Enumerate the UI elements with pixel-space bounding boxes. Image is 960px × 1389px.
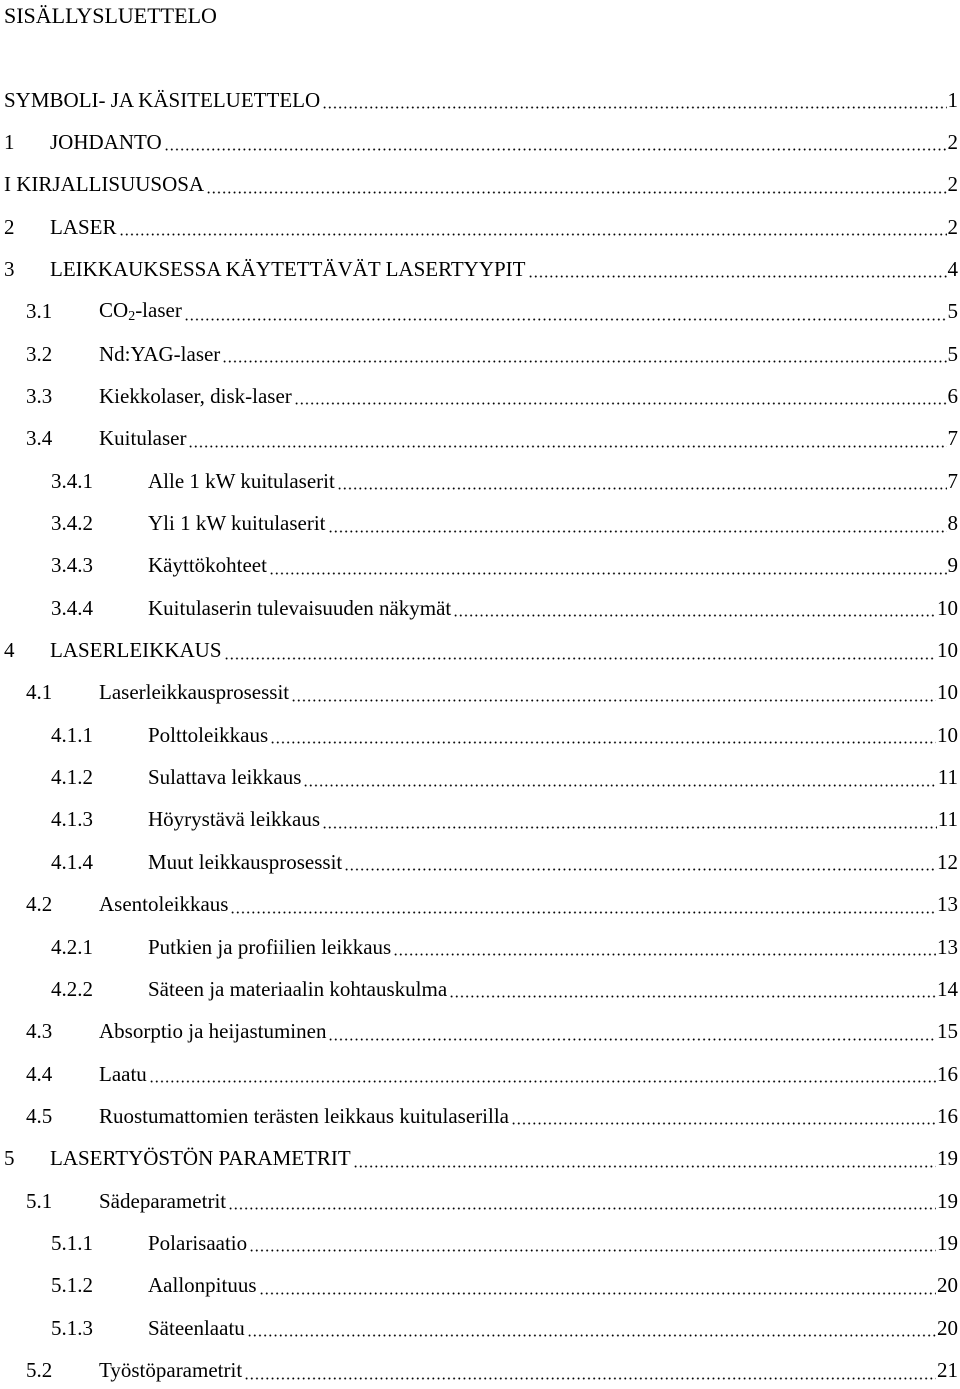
toc-entry[interactable] bbox=[4, 1312, 958, 1344]
toc-entry[interactable] bbox=[4, 931, 958, 963]
toc-page-number: 9 bbox=[947, 553, 958, 578]
toc-entry[interactable] bbox=[4, 635, 958, 667]
toc-dot-leader bbox=[344, 846, 936, 878]
toc-entry[interactable] bbox=[4, 465, 958, 497]
toc-entry[interactable] bbox=[4, 380, 958, 412]
toc-entry-number: 5 bbox=[4, 1146, 15, 1171]
toc-entry[interactable] bbox=[4, 1227, 958, 1259]
toc-dot-leader bbox=[247, 1312, 936, 1344]
toc-entry[interactable] bbox=[4, 1058, 958, 1090]
page-title: SISÄLLYSLUETTELO bbox=[4, 3, 217, 28]
toc-entry-title: Kuitulaser bbox=[99, 426, 187, 451]
toc-entry[interactable] bbox=[4, 719, 958, 751]
toc-page-number: 10 bbox=[937, 680, 958, 705]
toc-page-number: 6 bbox=[947, 383, 958, 408]
toc-entry-title: Polarisaatio bbox=[148, 1230, 248, 1255]
toc-page-number: 21 bbox=[937, 1358, 958, 1382]
toc-dot-leader bbox=[222, 338, 946, 370]
toc-entry-title: Alle 1 kW kuitulaserit bbox=[148, 468, 335, 493]
toc-page-number: 16 bbox=[937, 1061, 958, 1086]
toc-entry-title: Ruostumattomien terästen leikkaus kuitulaserilla bbox=[99, 1103, 509, 1128]
toc-entry-number: 4.1.1 bbox=[51, 722, 93, 747]
toc-page-number: 11 bbox=[937, 807, 958, 832]
toc-entry[interactable] bbox=[4, 973, 958, 1005]
toc-dot-leader bbox=[328, 1016, 936, 1048]
toc-dot-leader bbox=[453, 592, 936, 624]
toc-page-number: 10 bbox=[937, 638, 958, 663]
toc-dot-leader bbox=[259, 1270, 937, 1302]
toc-page-number: 20 bbox=[937, 1273, 958, 1298]
toc-page-number: 15 bbox=[937, 1019, 958, 1044]
toc-entry-title: Kiekkolaser, disk-laser bbox=[99, 383, 292, 408]
toc-entry-title: Kuitulaserin tulevaisuuden näkymät bbox=[148, 595, 452, 620]
toc-entry-number: 4.2 bbox=[26, 892, 53, 917]
toc-dot-leader bbox=[149, 1058, 936, 1090]
toc-entry[interactable] bbox=[4, 338, 958, 370]
toc-entry-number: 4.2.1 bbox=[51, 934, 93, 959]
toc-page-number: 10 bbox=[937, 722, 958, 747]
toc-page-number: 2 bbox=[947, 214, 958, 239]
toc-dot-leader bbox=[337, 465, 947, 497]
toc-entry-title-text: CO bbox=[99, 298, 129, 323]
toc-entry[interactable] bbox=[4, 1270, 958, 1302]
toc-entry[interactable] bbox=[4, 296, 958, 328]
toc-entry[interactable] bbox=[4, 1100, 958, 1132]
toc-entry-title: Aallonpituus bbox=[148, 1273, 257, 1298]
toc-dot-leader bbox=[119, 211, 947, 243]
toc-entry-number: 4.5 bbox=[26, 1103, 53, 1128]
toc-entry-title: SYMBOLI- JA KÄSITELUETTELO bbox=[4, 87, 321, 112]
toc-page-number: 8 bbox=[947, 511, 958, 535]
toc-entry-title: Muut leikkausprosessit bbox=[148, 849, 343, 874]
toc-page-number: 1 bbox=[947, 87, 958, 112]
toc-entry-number: 3 bbox=[4, 256, 15, 281]
toc-entry-number: 4.4 bbox=[26, 1061, 53, 1086]
toc-entry-number: 3.4 bbox=[26, 426, 53, 451]
toc-dot-leader bbox=[230, 889, 936, 921]
toc-entry-title: Asentoleikkaus bbox=[99, 892, 229, 917]
toc-entry-number: 3.2 bbox=[26, 341, 53, 366]
toc-entry-title: I KIRJALLISUUSOSA bbox=[4, 172, 205, 197]
toc-entry-number: 5.1 bbox=[26, 1188, 53, 1213]
toc-entry[interactable] bbox=[4, 169, 958, 201]
toc-entry-title: Nd:YAG-laser bbox=[99, 341, 221, 366]
toc-entry-title: Laserleikkausprosessit bbox=[99, 680, 290, 705]
toc-dot-leader bbox=[184, 296, 947, 328]
toc-entry-title: LASERLEIKKAUS bbox=[50, 638, 222, 663]
toc-entry-number: 4.1.3 bbox=[51, 807, 93, 832]
toc-page-number: 5 bbox=[947, 341, 958, 366]
toc-entry-title bbox=[99, 298, 183, 325]
toc-page-number: 5 bbox=[947, 299, 958, 324]
toc-dot-leader bbox=[328, 508, 947, 540]
toc-entry[interactable] bbox=[4, 846, 958, 878]
toc-dot-leader bbox=[528, 253, 947, 285]
toc-entry-number: 4 bbox=[4, 638, 15, 663]
toc-dot-leader bbox=[294, 380, 947, 412]
toc-entry-number: 3.4.3 bbox=[51, 553, 93, 578]
toc-page-number: 14 bbox=[937, 976, 958, 1001]
toc-dot-leader bbox=[188, 423, 946, 455]
toc-dot-leader bbox=[449, 973, 936, 1005]
toc-entry-number: 4.2.2 bbox=[51, 976, 93, 1001]
toc-dot-leader bbox=[249, 1227, 936, 1259]
toc-dot-leader bbox=[244, 1355, 936, 1387]
toc-entry-number: 5.1.3 bbox=[51, 1315, 93, 1340]
toc-entry-number: 3.4.2 bbox=[51, 511, 93, 535]
toc-entry-number: 3.4.4 bbox=[51, 595, 93, 620]
toc-page-number: 7 bbox=[947, 426, 958, 451]
toc-page-number: 2 bbox=[947, 129, 958, 154]
toc-entry-number: 5.1.1 bbox=[51, 1230, 93, 1255]
toc-page-number: 4 bbox=[947, 256, 958, 281]
toc-entry-title: Absorptio ja heijastuminen bbox=[99, 1019, 327, 1044]
toc-entry[interactable] bbox=[4, 84, 958, 116]
toc-entry-number: 3.1 bbox=[26, 299, 53, 324]
toc-entry-title: Putkien ja profiilien leikkaus bbox=[148, 934, 392, 959]
toc-entry[interactable] bbox=[4, 1016, 958, 1048]
toc-page-number: 2 bbox=[947, 172, 958, 197]
toc-entry[interactable] bbox=[4, 253, 958, 285]
toc-dot-leader bbox=[164, 126, 947, 158]
toc-entry-title: Säteen ja materiaalin kohtauskulma bbox=[148, 976, 448, 1001]
toc-page-number: 16 bbox=[937, 1103, 958, 1128]
toc-entry[interactable] bbox=[4, 211, 958, 243]
toc-entry[interactable] bbox=[4, 889, 958, 921]
toc-dot-leader bbox=[224, 635, 937, 667]
toc-dot-leader bbox=[303, 762, 936, 794]
toc-page-number: 19 bbox=[937, 1146, 958, 1171]
toc-entry-number: 1 bbox=[4, 129, 15, 154]
toc-entry-title: LASERTYÖSTÖN PARAMETRIT bbox=[50, 1146, 351, 1171]
toc-entry-title: Yli 1 kW kuitulaserit bbox=[148, 511, 326, 535]
toc-entry-number: 4.1 bbox=[26, 680, 53, 705]
toc-entry-title: Polttoleikkaus bbox=[148, 722, 269, 747]
toc-entry-title: LASER bbox=[50, 214, 117, 239]
toc-dot-leader bbox=[270, 719, 936, 751]
toc-entry-title: Säteenlaatu bbox=[148, 1315, 245, 1340]
toc-entry-title: LEIKKAUKSESSA KÄYTETTÄVÄT LASERTYYPIT bbox=[50, 256, 526, 281]
toc-dot-leader bbox=[511, 1100, 936, 1132]
toc-entry[interactable] bbox=[4, 804, 958, 836]
toc-entry[interactable] bbox=[4, 508, 958, 540]
toc-entry[interactable] bbox=[4, 677, 958, 709]
toc-dot-leader bbox=[353, 1143, 936, 1175]
toc-entry-number: 3.3 bbox=[26, 383, 53, 408]
toc-entry-number: 5.1.2 bbox=[51, 1273, 93, 1298]
toc-page-number: 19 bbox=[937, 1230, 958, 1255]
toc-dot-leader bbox=[322, 804, 937, 836]
toc-dot-leader bbox=[322, 84, 946, 116]
toc-dot-leader bbox=[206, 169, 946, 201]
toc-page-number: 10 bbox=[937, 595, 958, 620]
toc-dot-leader bbox=[393, 931, 936, 963]
toc-entry-title: Laatu bbox=[99, 1061, 147, 1086]
toc-entry[interactable] bbox=[4, 1185, 958, 1217]
toc-entry[interactable] bbox=[4, 592, 958, 624]
toc-entry-title: JOHDANTO bbox=[50, 129, 162, 154]
toc-entry-number: 4.1.4 bbox=[51, 849, 93, 874]
toc-entry-title: Työstöparametrit bbox=[99, 1358, 243, 1382]
toc-entry[interactable] bbox=[4, 762, 958, 794]
toc-entry-number: 2 bbox=[4, 214, 15, 239]
toc-page-number: 19 bbox=[937, 1188, 958, 1213]
toc-entry[interactable] bbox=[4, 1143, 958, 1175]
toc-entry-title-suffix: -laser bbox=[135, 298, 182, 323]
toc-page-number: 13 bbox=[937, 934, 958, 959]
toc-entry-title: Höyrystävä leikkaus bbox=[148, 807, 321, 832]
toc-entry-number: 4.3 bbox=[26, 1019, 53, 1044]
toc-entry[interactable] bbox=[4, 423, 958, 455]
toc-entry[interactable] bbox=[4, 126, 958, 158]
toc-entry-title: Sädeparametrit bbox=[99, 1188, 227, 1213]
toc-entry-title: Sulattava leikkaus bbox=[148, 765, 302, 790]
toc-page-number: 13 bbox=[937, 892, 958, 917]
toc-dot-leader bbox=[228, 1185, 936, 1217]
toc-page-number: 7 bbox=[947, 468, 958, 493]
toc-dot-leader bbox=[269, 550, 947, 582]
toc-entry-number: 5.2 bbox=[26, 1358, 53, 1382]
toc-page-number: 11 bbox=[937, 765, 958, 790]
toc-page-number: 20 bbox=[937, 1315, 958, 1340]
toc-entry[interactable] bbox=[4, 1355, 958, 1387]
toc-entry-title-subscript: 2 bbox=[128, 309, 136, 325]
toc-page-number: 12 bbox=[937, 849, 958, 874]
toc-dot-leader bbox=[291, 677, 936, 709]
toc-entry-number: 4.1.2 bbox=[51, 765, 93, 790]
toc-entry-title: Käyttökohteet bbox=[148, 553, 267, 578]
toc-entry[interactable] bbox=[4, 550, 958, 582]
toc-entry-number: 3.4.1 bbox=[51, 468, 93, 493]
